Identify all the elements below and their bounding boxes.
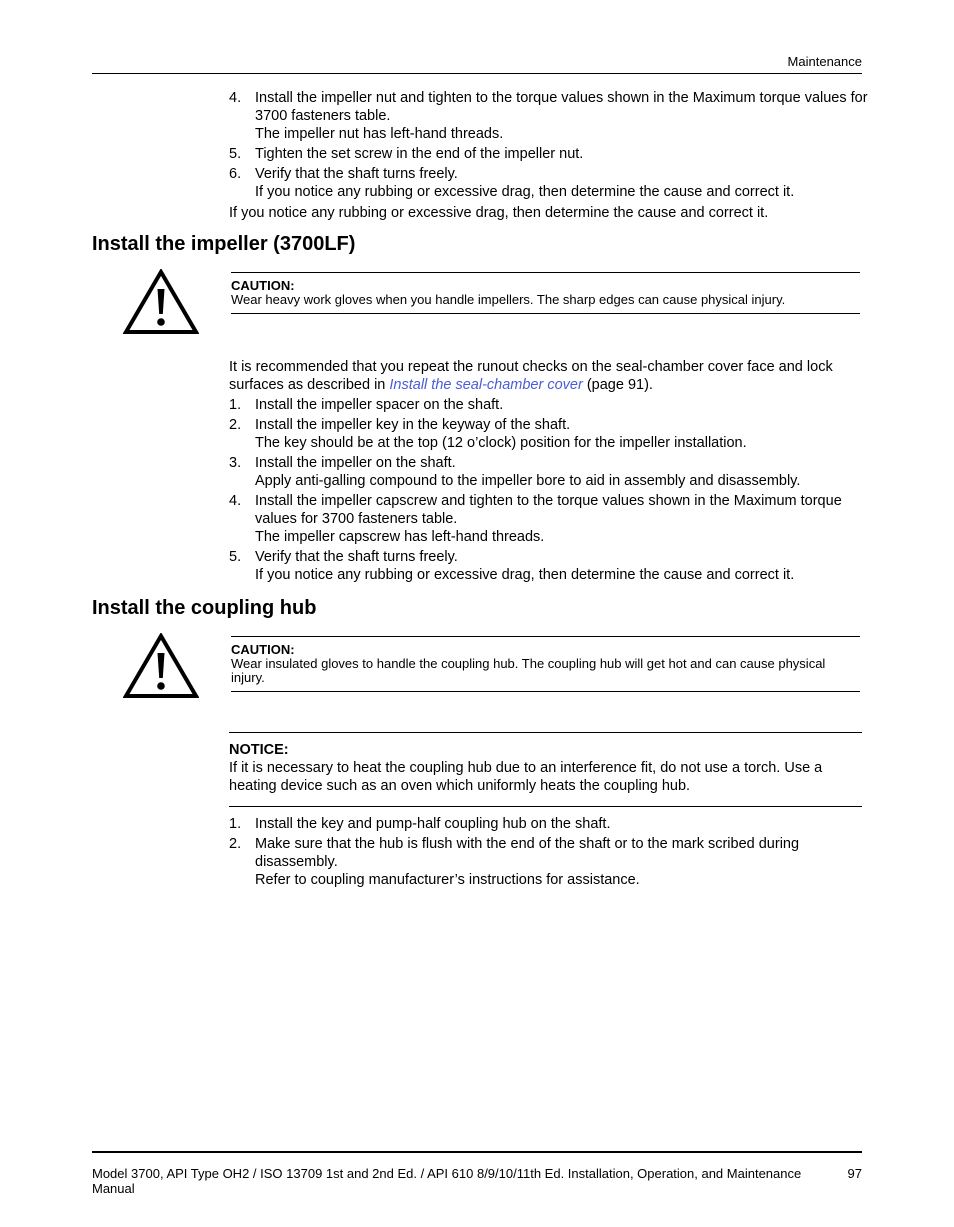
section-heading-coupling-hub: Install the coupling hub <box>92 597 317 619</box>
list-item <box>229 454 869 490</box>
page-number: 97 <box>847 1166 862 1181</box>
step-note: The impeller capscrew has left-hand threads. <box>255 529 545 545</box>
step-text: Tighten the set screw in the end of the impeller nut. <box>255 146 584 162</box>
intro-page-ref: (page 91). <box>582 377 653 393</box>
coupling-steps-list <box>229 815 869 891</box>
footer-rule <box>92 1151 862 1153</box>
caution-box <box>231 636 860 692</box>
notice-text: If it is necessary to heat the coupling hub due to an interference fit, do not use a torch. Use a heating device such as an oven which uniformly heats the coupling hub. <box>229 760 823 794</box>
step-number: 6. <box>229 166 242 182</box>
section-heading-impeller: Install the impeller (3700LF) <box>92 233 356 255</box>
list-item <box>229 416 869 452</box>
step-note: The key should be at the top (12 o’clock) position for the impeller installation. <box>255 435 747 451</box>
step-number: 1. <box>229 816 242 832</box>
step-text: Install the impeller key in the keyway of the shaft. <box>255 417 571 433</box>
list-item <box>229 89 869 143</box>
paragraph: If you notice any rubbing or excessive drag, then determine the cause and correct it. <box>229 205 769 221</box>
caution-box <box>231 272 860 314</box>
intro-text: It is recommended that you repeat the runout checks on the seal-chamber cover face and lock surfaces as described in <box>229 359 833 393</box>
step-note: If you notice any rubbing or excessive drag, then determine the cause and correct it. <box>255 184 795 200</box>
step-note: Apply anti-galling compound to the impeller bore to aid in assembly and disassembly. <box>255 473 801 489</box>
list-item <box>229 835 869 889</box>
step-number: 2. <box>229 836 242 852</box>
step-text: Verify that the shaft turns freely. <box>255 166 458 182</box>
list-item <box>229 548 869 584</box>
caution-label: CAUTION: <box>231 278 295 293</box>
step-text: Install the impeller spacer on the shaft. <box>255 397 504 413</box>
seal-chamber-cover-link[interactable]: Install the seal-chamber cover <box>389 377 583 393</box>
caution-label: CAUTION: <box>231 642 295 657</box>
step-number: 1. <box>229 397 242 413</box>
list-item <box>229 492 869 546</box>
step-text: Verify that the shaft turns freely. <box>255 549 458 565</box>
list-item <box>229 145 869 163</box>
list-item <box>229 165 869 201</box>
intro-paragraph <box>229 358 864 394</box>
step-note: The impeller nut has left-hand threads. <box>255 126 504 142</box>
step-note: If you notice any rubbing or excessive drag, then determine the cause and correct it. <box>255 567 795 583</box>
step-number: 2. <box>229 417 242 433</box>
header-rule <box>92 73 862 74</box>
step-number: 5. <box>229 146 242 162</box>
warning-triangle-icon <box>123 633 199 699</box>
caution-text: Wear heavy work gloves when you handle impellers. The sharp edges can cause physical injury. <box>231 292 786 307</box>
warning-triangle-icon <box>123 269 199 335</box>
step-number: 5. <box>229 549 242 565</box>
step-number: 4. <box>229 90 242 106</box>
step-text: Install the impeller capscrew and tighten to the torque values shown in the Maximum torque values for 3700 fasteners table. <box>255 493 842 527</box>
caution-text: Wear insulated gloves to handle the coupling hub. The coupling hub will get hot and can cause physical injury. <box>231 656 826 685</box>
continued-steps-list <box>229 89 869 203</box>
running-header: Maintenance <box>787 54 862 69</box>
step-text: Install the impeller nut and tighten to the torque values shown in the Maximum torque values for 3700 fasteners table. <box>255 90 868 124</box>
impeller-steps-list <box>229 396 869 586</box>
step-number: 3. <box>229 455 242 471</box>
footer-document-title: Model 3700, API Type OH2 / ISO 13709 1st and 2nd Ed. / API 610 8/9/10/11th Ed. Installation, Operation, and Maintenance Manual <box>92 1166 802 1196</box>
notice-label: NOTICE: <box>229 742 289 758</box>
step-text: Install the impeller on the shaft. <box>255 455 456 471</box>
step-note: Refer to coupling manufacturer’s instructions for assistance. <box>255 872 640 888</box>
notice-box <box>229 732 862 807</box>
step-text: Make sure that the hub is flush with the end of the shaft or to the mark scribed during disassembly. <box>255 836 800 870</box>
step-text: Install the key and pump-half coupling hub on the shaft. <box>255 816 611 832</box>
list-item <box>229 815 869 833</box>
list-item <box>229 396 869 414</box>
step-number: 4. <box>229 493 242 509</box>
